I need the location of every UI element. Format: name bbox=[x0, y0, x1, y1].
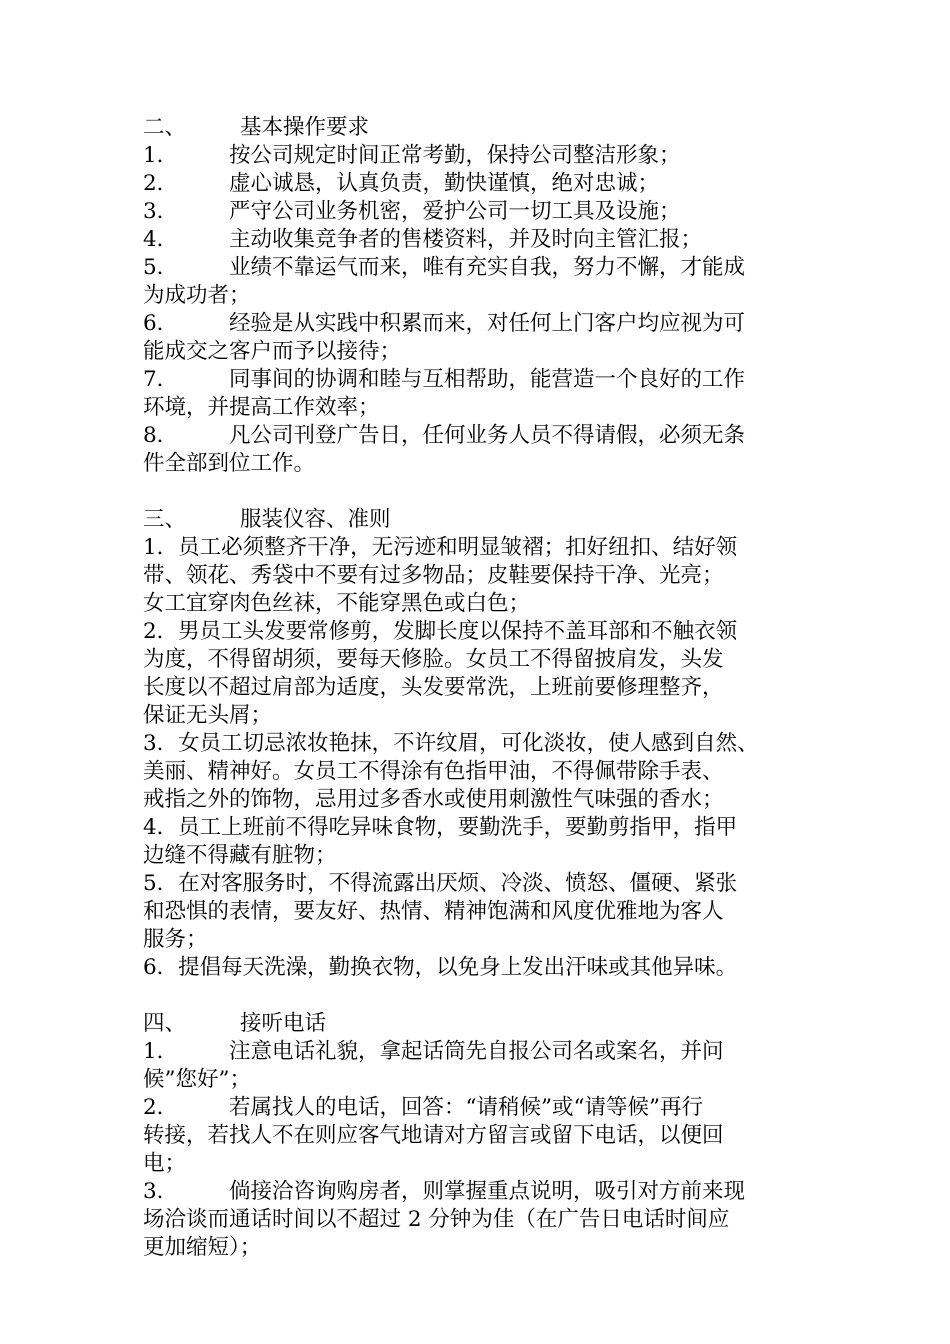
text-line bbox=[143, 786, 823, 814]
item-number: 4． bbox=[143, 227, 179, 252]
item-number: 1． bbox=[143, 143, 179, 168]
line-text: 1．员工必须整齐干净，无污迹和明显皱褶；扣好纽扣、结好领 bbox=[143, 535, 738, 560]
line-text: 戒指之外的饰物，忌用过多香水或使用刺激性气味强的香水； bbox=[143, 787, 724, 812]
text-line bbox=[143, 758, 823, 786]
section-title: 基本操作要求 bbox=[240, 115, 370, 140]
line-text: 女工宜穿肉色丝袜，不能穿黑色或白色； bbox=[143, 591, 531, 616]
line-text: 4．员工上班前不得吃异味食物，要勤洗手，要勤剪指甲，指甲 bbox=[143, 815, 738, 840]
text-line bbox=[143, 730, 823, 758]
section-spacer bbox=[143, 478, 823, 506]
text-line bbox=[143, 170, 823, 198]
line-text: 若属找人的电话，回答：“请稍候”或“请等候”再行 bbox=[229, 1095, 703, 1120]
line-text: 6．提倡每天洗澡，勤换衣物，以免身上发出汗味或其他异味。 bbox=[143, 955, 738, 980]
text-line bbox=[143, 898, 823, 926]
text-line bbox=[143, 870, 823, 898]
section-number: 二、 bbox=[143, 115, 187, 140]
text-line bbox=[143, 366, 823, 394]
line-text: 严守公司业务机密，爱护公司一切工具及设施； bbox=[229, 199, 681, 224]
section-heading bbox=[143, 114, 823, 142]
text-line bbox=[143, 1234, 823, 1262]
text-line bbox=[143, 590, 823, 618]
section-title: 接听电话 bbox=[240, 1011, 327, 1036]
section-number: 四、 bbox=[143, 1011, 187, 1036]
item-number: 1． bbox=[143, 1039, 179, 1064]
line-text: 凡公司刊登广告日，任何业务人员不得请假，必须无条 bbox=[229, 423, 746, 448]
line-text: 2．男员工头发要常修剪，发脚长度以保持不盖耳部和不触衣领 bbox=[143, 619, 738, 644]
text-line bbox=[143, 1038, 823, 1066]
line-text: 主动收集竞争者的售楼资料，并及时向主管汇报； bbox=[229, 227, 703, 252]
line-text: 长度以不超过肩部为适度，头发要常洗，上班前要修理整齐， bbox=[143, 675, 724, 700]
text-line bbox=[143, 1122, 823, 1150]
text-line bbox=[143, 926, 823, 954]
text-line bbox=[143, 226, 823, 254]
line-text: 环境，并提高工作效率； bbox=[143, 395, 380, 420]
text-line bbox=[143, 954, 823, 982]
line-text: 能成交之客户而予以接待； bbox=[143, 339, 402, 364]
line-text: 边缝不得藏有脏物； bbox=[143, 843, 337, 868]
text-line bbox=[143, 282, 823, 310]
line-text: 场洽谈而通话时间以不超过 2 分钟为佳（在广告日电话时间应 bbox=[143, 1207, 730, 1232]
line-text: 更加缩短）； bbox=[143, 1235, 262, 1260]
item-number: 2． bbox=[143, 1095, 179, 1120]
text-line bbox=[143, 254, 823, 282]
line-text: 虚心诚恳，认真负责，勤快谨慎，绝对忠诚； bbox=[229, 171, 660, 196]
line-text: 件全部到位工作。 bbox=[143, 451, 316, 476]
line-text: 转接，若找人不在则应客气地请对方留言或留下电话，以便回 bbox=[143, 1123, 724, 1148]
text-line bbox=[143, 394, 823, 422]
text-line bbox=[143, 674, 823, 702]
item-number: 3． bbox=[143, 1179, 179, 1204]
section-number: 三、 bbox=[143, 507, 187, 532]
document-page bbox=[143, 114, 823, 1262]
item-number: 5． bbox=[143, 255, 179, 280]
line-text: 同事间的协调和睦与互相帮助，能营造一个良好的工作 bbox=[229, 367, 746, 392]
text-line bbox=[143, 842, 823, 870]
section-title: 服装仪容、准则 bbox=[240, 507, 391, 532]
item-number: 3． bbox=[143, 199, 179, 224]
text-line bbox=[143, 618, 823, 646]
line-text: 为度，不得留胡须，要每天修脸。女员工不得留披肩发，头发 bbox=[143, 647, 724, 672]
line-text: 注意电话礼貌，拿起话筒先自报公司名或案名，并问 bbox=[229, 1039, 724, 1064]
text-line bbox=[143, 142, 823, 170]
text-line bbox=[143, 702, 823, 730]
text-line bbox=[143, 338, 823, 366]
text-line bbox=[143, 310, 823, 338]
line-text: 经验是从实践中积累而来，对任何上门客户均应视为可 bbox=[229, 311, 746, 336]
text-line bbox=[143, 1094, 823, 1122]
text-line bbox=[143, 1066, 823, 1094]
line-text: 3．女员工切忌浓妆艳抹，不许纹眉，可化淡妆，使人感到自然、 bbox=[143, 731, 759, 756]
text-line bbox=[143, 198, 823, 226]
line-text: 保证无头屑； bbox=[143, 703, 273, 728]
text-line bbox=[143, 450, 823, 478]
section-heading bbox=[143, 506, 823, 534]
item-number: 7． bbox=[143, 367, 179, 392]
line-text: 按公司规定时间正常考勤，保持公司整洁形象； bbox=[229, 143, 681, 168]
text-line bbox=[143, 814, 823, 842]
section-heading bbox=[143, 1010, 823, 1038]
text-line bbox=[143, 1206, 823, 1234]
line-text: 带、领花、秀袋中不要有过多物品；皮鞋要保持干净、光亮； bbox=[143, 563, 724, 588]
line-text: 服务； bbox=[143, 927, 208, 952]
section-spacer bbox=[143, 982, 823, 1010]
text-line bbox=[143, 534, 823, 562]
line-text: 和恐惧的表情，要友好、热情、精神饱满和风度优雅地为客人 bbox=[143, 899, 724, 924]
item-number: 2． bbox=[143, 171, 179, 196]
text-line bbox=[143, 1150, 823, 1178]
text-line bbox=[143, 1178, 823, 1206]
item-number: 6． bbox=[143, 311, 179, 336]
text-line bbox=[143, 562, 823, 590]
line-text: 5．在对客服务时，不得流露出厌烦、冷淡、愤怒、僵硬、紧张 bbox=[143, 871, 738, 896]
text-line bbox=[143, 646, 823, 674]
item-number: 8． bbox=[143, 423, 179, 448]
line-text: 为成功者； bbox=[143, 283, 251, 308]
line-text: 候”您好”； bbox=[143, 1067, 251, 1092]
line-text: 电； bbox=[143, 1151, 187, 1176]
line-text: 业绩不靠运气而来，唯有充实自我，努力不懈，才能成 bbox=[229, 255, 746, 280]
line-text: 倘接洽咨询购房者，则掌握重点说明，吸引对方前来现 bbox=[229, 1179, 746, 1204]
text-line bbox=[143, 422, 823, 450]
line-text: 美丽、精神好。女员工不得涂有色指甲油，不得佩带除手表、 bbox=[143, 759, 724, 784]
